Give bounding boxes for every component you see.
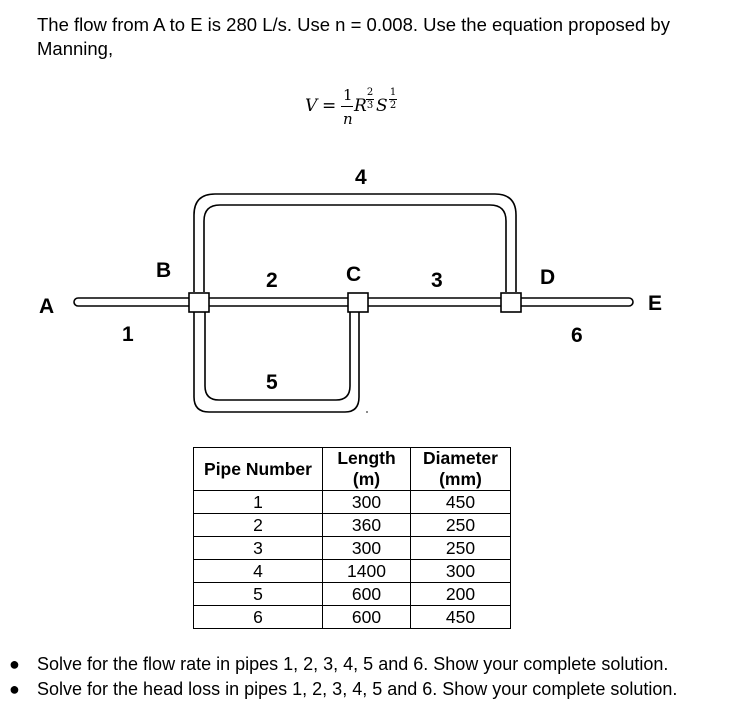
slope-symbol: S bbox=[376, 96, 388, 116]
cell-pipe: 1 bbox=[194, 491, 323, 514]
task-list bbox=[0, 652, 677, 702]
pipe-1-label: 1 bbox=[122, 323, 134, 346]
cell-diameter: 450 bbox=[411, 491, 511, 514]
header-diameter: Diameter (mm) bbox=[411, 448, 511, 491]
pipe-1 bbox=[74, 298, 190, 306]
pipe-data-table bbox=[193, 447, 511, 629]
radius-exponent-numerator: 2 bbox=[366, 87, 374, 98]
velocity-symbol: V bbox=[305, 96, 318, 116]
table-row bbox=[194, 491, 511, 514]
cell-pipe: 4 bbox=[194, 560, 323, 583]
pipe-5-label: 5 bbox=[266, 371, 278, 394]
task-text: Solve for the head loss in pipes 1, 2, 3, 4, 5 and 6. Show your complete solution. bbox=[37, 679, 678, 699]
hydraulic-radius-symbol: R bbox=[354, 96, 367, 116]
fraction-numerator: 1 bbox=[343, 86, 353, 104]
slope-exponent-denominator: 2 bbox=[389, 100, 397, 111]
diagram-dot bbox=[366, 411, 368, 413]
header-pipe-number: Pipe Number bbox=[194, 448, 323, 491]
junction-d-box bbox=[501, 293, 521, 312]
cell-length: 1400 bbox=[323, 560, 411, 583]
cell-diameter: 200 bbox=[411, 583, 511, 606]
header-length: Length (m) bbox=[323, 448, 411, 491]
pipe-4-label: 4 bbox=[355, 166, 367, 189]
cell-length: 300 bbox=[323, 491, 411, 514]
cell-pipe: 3 bbox=[194, 537, 323, 560]
bullet-icon: ● bbox=[9, 654, 20, 674]
cell-diameter: 250 bbox=[411, 537, 511, 560]
fraction-denominator: n bbox=[343, 110, 353, 128]
cell-diameter: 450 bbox=[411, 606, 511, 629]
table-row bbox=[194, 537, 511, 560]
bullet-icon: ● bbox=[9, 679, 20, 699]
node-c-label: C bbox=[346, 263, 362, 286]
cell-pipe: 2 bbox=[194, 514, 323, 537]
cell-diameter: 250 bbox=[411, 514, 511, 537]
cell-length: 360 bbox=[323, 514, 411, 537]
table-row bbox=[194, 606, 511, 629]
pipe-2-label: 2 bbox=[266, 269, 278, 292]
cell-length: 600 bbox=[323, 606, 411, 629]
list-item bbox=[0, 677, 677, 702]
table-row bbox=[194, 560, 511, 583]
cell-pipe: 5 bbox=[194, 583, 323, 606]
node-e-label: E bbox=[648, 292, 663, 315]
list-item bbox=[0, 652, 677, 677]
cell-pipe: 6 bbox=[194, 606, 323, 629]
cell-length: 600 bbox=[323, 583, 411, 606]
cell-length: 300 bbox=[323, 537, 411, 560]
node-d-label: D bbox=[540, 266, 556, 289]
cell-diameter: 300 bbox=[411, 560, 511, 583]
table-row bbox=[194, 583, 511, 606]
node-b-label: B bbox=[156, 259, 172, 282]
slope-exponent-numerator: 1 bbox=[389, 87, 397, 98]
equals-sign: = bbox=[322, 96, 337, 116]
pipe-6-label: 6 bbox=[571, 324, 583, 347]
pipe-6 bbox=[520, 298, 633, 306]
radius-exponent-denominator: 3 bbox=[366, 100, 374, 111]
pipe-3-label: 3 bbox=[431, 269, 443, 292]
table-row bbox=[194, 514, 511, 537]
problem-statement: The flow from A to E is 280 L/s. Use n = 0.008. Use the equation proposed by Manning, bbox=[37, 14, 670, 59]
node-a-label: A bbox=[39, 295, 55, 318]
junction-b-box bbox=[189, 293, 209, 312]
junction-c-box bbox=[348, 293, 368, 312]
pipe-5-outer bbox=[194, 312, 359, 412]
task-text: Solve for the flow rate in pipes 1, 2, 3, 4, 5 and 6. Show your complete solution. bbox=[37, 654, 669, 674]
table-header-row bbox=[194, 448, 511, 491]
